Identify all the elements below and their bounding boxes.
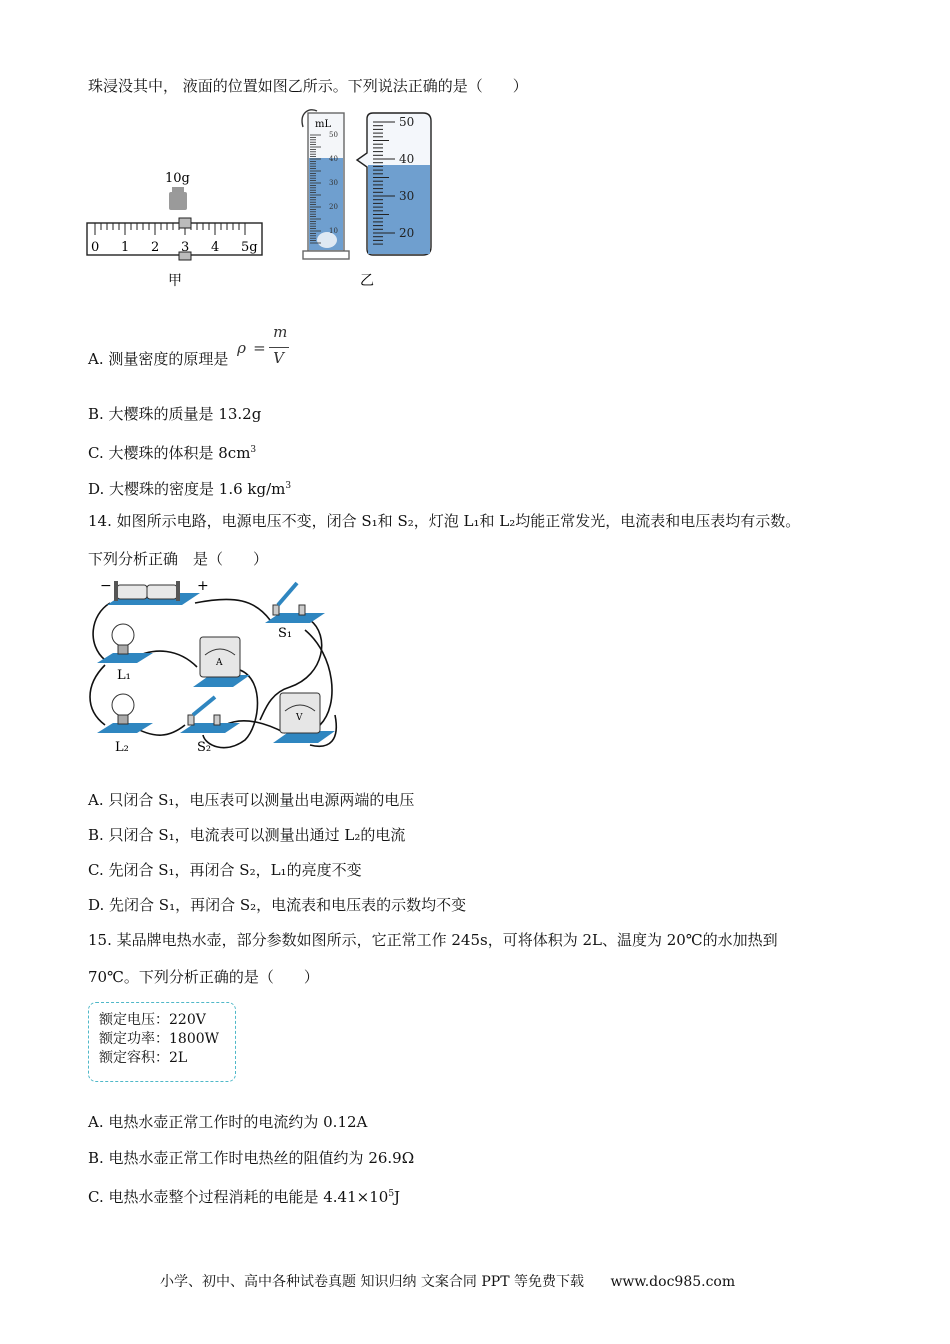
q14-stem-line1: 14. 如图所示电路，电源电压不变，闭合 S₁和 S₂，灯泡 L₁和 L₂均能正常发光，电流表和电压表均有示数。 — [88, 512, 801, 530]
q15-option-c — [88, 1184, 400, 1207]
cylinder-tick-label: 30 — [329, 179, 338, 187]
zoom-tick-label: 20 — [399, 226, 415, 240]
q13-option-b: B. 大樱珠的质量是 13.2g — [88, 405, 262, 423]
cylinder-base — [303, 251, 349, 259]
voltmeter-label: V — [296, 713, 303, 723]
cylinder-tick-label: 20 — [329, 203, 338, 211]
param-capacity: 额定容积：2L — [99, 1050, 188, 1066]
battery-icon — [107, 581, 200, 605]
q13-option-c — [88, 440, 256, 463]
param-power: 额定功率：1800W — [99, 1031, 220, 1047]
q15-stem-line1: 15. 某品牌电热水壶，部分参数如图所示，它正常工作 245s，可将体积为 2L、温度为 20℃的水加热到 — [88, 931, 778, 949]
figure-cylinder — [295, 105, 440, 295]
q15-option-b: B. 电热水壶正常工作时电热丝的阻值约为 26.9Ω — [88, 1149, 415, 1167]
lamp-l2-icon — [97, 694, 153, 733]
scale-tick-label: 1 — [121, 240, 130, 255]
param-voltage: 额定电压：220V — [99, 1012, 206, 1028]
lamp-l1-icon — [97, 624, 153, 663]
q13-intro: 珠浸没其中， 液面的位置如图乙所示。下列说法正确的是（ ） — [88, 77, 528, 95]
scale-tick-label: 2 — [151, 240, 160, 255]
density-formula — [233, 323, 289, 380]
ammeter-label: A — [216, 658, 223, 668]
q14-option-b: B. 只闭合 S₁，电流表可以测量出通过 L₂的电流 — [88, 826, 406, 844]
footer-url[interactable]: www.doc985.com — [610, 1274, 736, 1290]
zoom-tick-label: 50 — [399, 115, 415, 129]
formula-numerator: m — [273, 323, 288, 341]
q13-option-d — [88, 476, 291, 499]
zoom-tick-label: 40 — [399, 152, 415, 166]
cylinder-tick-label: 10 — [329, 227, 338, 235]
weight-icon — [169, 187, 187, 210]
q14-option-d: D. 先闭合 S₁，再闭合 S₂，电流表和电压表的示数均不变 — [88, 896, 467, 914]
q13-option-d-sup: 3 — [285, 481, 292, 491]
battery-plus: + — [197, 578, 209, 594]
page-footer — [160, 1271, 735, 1291]
q15-option-c-sup: 5 — [388, 1189, 395, 1199]
cylinder-tick-label: 50 — [329, 131, 338, 139]
kettle-params-box — [88, 1002, 236, 1082]
q13-option-a — [88, 323, 289, 380]
q13-option-c-sup: 3 — [250, 445, 257, 455]
cylinder-unit: mL — [315, 119, 332, 130]
weight-label: 10g — [165, 171, 190, 186]
battery-minus: − — [100, 578, 112, 594]
zoom-tick-label: 30 — [399, 189, 415, 203]
footer-text: 小学、初中、高中各种试卷真题 知识归纳 文案合同 PPT 等免费下载 — [160, 1274, 584, 1290]
figure-circuit — [85, 575, 345, 765]
q14-option-a: A. 只闭合 S₁，电压表可以测量出电源两端的电压 — [88, 791, 415, 809]
q14-stem-line2: 下列分析正确 是（ ） — [88, 550, 269, 568]
q13-option-d-text: D. 大樱珠的密度是 1.6 kg/m — [88, 480, 286, 498]
label-l1: L₁ — [117, 668, 131, 683]
q15-option-a: A. 电热水壶正常工作时的电流约为 0.12A — [88, 1113, 368, 1131]
q13-option-a-text: A. 测量密度的原理是 — [88, 350, 229, 368]
figure-yi-label: 乙 — [360, 273, 374, 289]
figure-jia-label: 甲 — [168, 273, 182, 289]
formula-rho: ρ — [237, 339, 246, 357]
q15-stem-line2: 70℃。下列分析正确的是（ ） — [88, 968, 319, 986]
cylinder-tick-label: 40 — [329, 155, 338, 163]
rider-top — [179, 218, 191, 228]
scale-tick-label: 4 — [211, 240, 220, 255]
scale-tick-label: 0 — [91, 240, 100, 255]
label-s1: S₁ — [278, 626, 293, 641]
q13-option-c-text: C. 大樱珠的体积是 8cm — [88, 444, 251, 462]
switch-s1-icon — [265, 583, 325, 623]
q14-option-c: C. 先闭合 S₁，再闭合 S₂，L₁的亮度不变 — [88, 861, 362, 879]
switch-s2-icon — [180, 697, 240, 733]
q15-option-c-text: C. 电热水壶整个过程消耗的电能是 4.41×10 — [88, 1188, 389, 1206]
figure-balance-scale — [85, 165, 270, 290]
formula-denominator: V — [273, 349, 284, 367]
label-l2: L₂ — [115, 740, 129, 755]
q15-option-c-unit: J — [394, 1188, 401, 1206]
formula-equals: = — [253, 339, 266, 357]
scale-tick-label: 5g — [241, 240, 258, 255]
label-s2: S₂ — [197, 740, 212, 755]
scale-tick-label: 3 — [181, 240, 190, 255]
